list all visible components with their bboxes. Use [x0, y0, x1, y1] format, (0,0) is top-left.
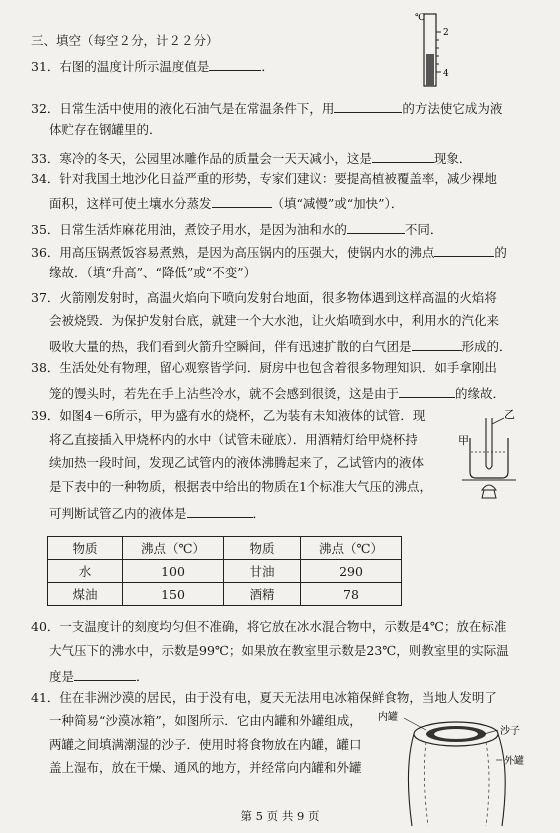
- question-40-text-d: ．: [136, 669, 149, 684]
- answer-blank[interactable]: [187, 505, 253, 518]
- question-37-line2: 会被烧毁．为保护发射台底，就建一个大水池，让火焰喷到水中，利用水的汽化来: [49, 313, 500, 328]
- table-header-cell: 物质: [48, 537, 123, 560]
- question-38-text-c: 的缘故．: [455, 386, 506, 401]
- question-36-line2: 缘故．（填“升高”、“降低”或“不变”）: [49, 265, 257, 280]
- question-41-line4: 盖上湿布，放在干燥、通风的地方，并经常向内罐和外罐: [49, 760, 362, 775]
- question-37-line3: [49, 338, 512, 354]
- table-cell: 水: [48, 560, 123, 583]
- question-39-text-f: ．: [252, 506, 266, 521]
- table-row: [48, 583, 402, 606]
- table-row: [48, 560, 402, 583]
- table-header-cell: 沸点（℃）: [301, 537, 402, 560]
- thermometer-figure: [375, 6, 449, 88]
- question-40-line3: [49, 668, 149, 684]
- thermometer-tick-lower: 4: [443, 69, 449, 79]
- question-41-line1: 41．住在非洲沙漠的居民，由于没有电，夏天无法用电冰箱保鲜食物，当地人发明了: [31, 690, 497, 705]
- answer-blank[interactable]: [412, 338, 462, 351]
- table-cell: 290: [301, 560, 402, 583]
- question-40-line1: 40．一支温度计的刻度均匀但不准确，将它放在冰水混合物中，示数是4℃；放在标准: [31, 619, 507, 634]
- question-38-text-b: 笼的馒头时，若先在手上沾些冷水，就不会感到很烫，这是由于: [49, 386, 400, 401]
- question-40-line2: 大气压下的沸水中，示数是99℃；如果放在教室里示数是23℃，则教室里的实际温: [49, 643, 509, 658]
- answer-blank[interactable]: [399, 385, 455, 398]
- question-32-line2: 体贮存在钢罐里的．: [49, 122, 162, 137]
- question-33-text-a: 33．寒冷的冬天，公园里冰雕作品的质量会一天天减小，这是: [31, 151, 372, 166]
- answer-blank[interactable]: [372, 150, 434, 163]
- label-outer-pot: 外罐: [504, 756, 524, 767]
- boiling-point-table: [47, 536, 402, 606]
- answer-blank[interactable]: [74, 668, 136, 681]
- table-cell: 甘油: [224, 560, 301, 583]
- question-37-line1: 37．火箭刚发射时，高温火焰向下喷向发射台地面，很多物体遇到这样高温的火焰将: [31, 290, 497, 305]
- question-39-line2: 将乙直接插入甲烧杯内的水中（试管未碰底）．用酒精灯给甲烧杯持: [49, 432, 418, 447]
- question-36-text-b: 的: [494, 245, 507, 260]
- question-39-line1: 39．如图4－6所示，甲为盛有水的烧杯，乙为装有未知液体的试管．现: [31, 408, 426, 423]
- question-35-text-a: 35．日常生活炸麻花用油，煮饺子用水，是因为油和水的: [31, 222, 347, 237]
- question-34-text-c: （填“减慢”或“加快”）．: [271, 196, 404, 211]
- table-header-cell: 沸点（℃）: [123, 537, 224, 560]
- question-39-line3: 续加热一段时间，发现乙试管内的液体沸腾起来了，乙试管内的液体: [49, 455, 425, 470]
- question-36-line1: [31, 244, 507, 260]
- question-39-line4: 是下表中的一种物质，根据表中给出的物质在1个标准大气压的沸点，: [49, 479, 432, 494]
- answer-blank[interactable]: [334, 100, 402, 113]
- label-inner-pot: 内罐: [378, 712, 398, 723]
- question-38-line1: 38．生活处处有物理，留心观察皆学问．厨房中也包含着很多物理知识．如手拿刚出: [31, 360, 497, 375]
- question-39-text-e: 可判断试管乙内的液体是: [49, 506, 187, 521]
- question-38-line2: [49, 385, 505, 401]
- table-cell: 酒精: [224, 583, 301, 606]
- question-32-line1: [31, 100, 502, 116]
- table-cell: 150: [123, 583, 224, 606]
- question-37-text-c: 吸收大量的热，我们看到火箭升空瞬间，伴有迅速扩散的白气团是: [49, 339, 412, 354]
- thermometer-unit: ℃: [415, 13, 426, 23]
- label-yi: 乙: [504, 408, 515, 421]
- question-33: [31, 150, 471, 166]
- label-jia: 甲: [458, 434, 469, 447]
- question-39-line5: [49, 505, 265, 521]
- question-40-text-c: 度是: [49, 669, 75, 684]
- question-41-line2: 一种简易“沙漠冰箱”，如图所示．它由内罐和外罐组成，: [49, 713, 362, 728]
- table-cell: 78: [301, 583, 402, 606]
- question-32-text-b: 的方法使它成为液: [402, 101, 503, 116]
- thermometer-tick-upper: 2: [443, 28, 449, 38]
- beaker-figure: [458, 410, 538, 500]
- answer-blank[interactable]: [434, 244, 494, 257]
- page-number: 第 5 页 共 9 页: [240, 809, 320, 823]
- question-33-text-b: 现象．: [433, 151, 472, 166]
- question-37-text-d: 形成的．: [461, 339, 512, 354]
- label-sand: 沙子: [500, 726, 520, 737]
- answer-blank[interactable]: [347, 221, 405, 234]
- answer-blank[interactable]: [209, 58, 261, 71]
- question-36-text-a: 36．用高压锅煮饭容易煮熟，是因为高压锅内的压强大，使锅内水的沸点: [31, 245, 435, 260]
- question-35-text-b: 不同．: [404, 222, 443, 237]
- question-32-text-a: 32．日常生活中使用的液化石油气是在常温条件下，用: [31, 101, 335, 116]
- question-31-end: ．: [261, 59, 274, 74]
- table-cell: 煤油: [48, 583, 123, 606]
- question-34-line2: [49, 195, 403, 211]
- section-title: 三、填空（每空２分，计２２分）: [31, 33, 219, 48]
- table-header-row: [48, 537, 402, 560]
- question-31-text: 31．右图的温度计所示温度值是: [31, 59, 210, 74]
- question-31: [31, 58, 274, 74]
- answer-blank[interactable]: [212, 195, 272, 208]
- table-cell: 100: [123, 560, 224, 583]
- question-41-line3: 两罐之间填满潮湿的沙子．使用时将食物放在内罐，罐口: [49, 737, 362, 752]
- question-35: [31, 221, 442, 237]
- table-header-cell: 物质: [224, 537, 301, 560]
- question-34-text-b: 面积，这样可使土壤水分蒸发: [49, 196, 212, 211]
- question-34-line1: 34．针对我国土地沙化日益严重的形势，专家们建议：要提高植被覆盖率，减少裸地: [31, 171, 497, 186]
